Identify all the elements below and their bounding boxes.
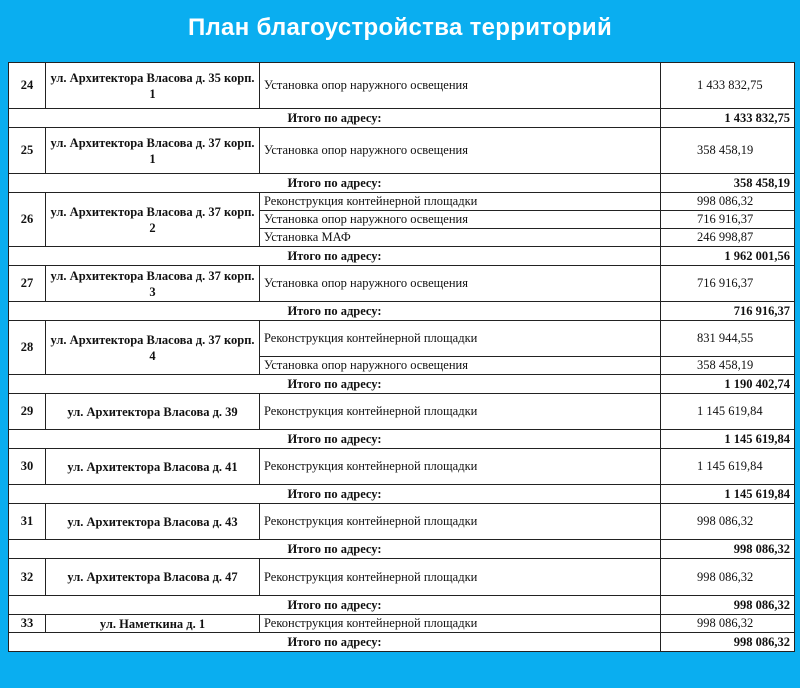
work-type-cell: Реконструкция контейнерной площадки (260, 394, 661, 430)
total-label: Итого по адресу: (9, 302, 661, 321)
address-total-row (9, 174, 795, 193)
total-label: Итого по адресу: (9, 375, 661, 394)
work-type-cell: Реконструкция контейнерной площадки (260, 193, 661, 211)
row-number: 27 (9, 266, 46, 302)
row-number: 30 (9, 449, 46, 485)
total-label: Итого по адресу: (9, 540, 661, 559)
address-total-row (9, 633, 795, 652)
address-cell: ул. Архитектора Власова д. 43 (46, 504, 260, 540)
total-amount: 716 916,37 (661, 302, 795, 321)
address-total-row (9, 247, 795, 266)
total-label: Итого по адресу: (9, 485, 661, 504)
work-type-cell: Установка опор наружного освещения (260, 266, 661, 302)
row-number: 29 (9, 394, 46, 430)
total-amount: 1 433 832,75 (661, 109, 795, 128)
total-amount: 998 086,32 (661, 633, 795, 652)
work-type-cell: Реконструкция контейнерной площадки (260, 559, 661, 596)
amount-cell: 716 916,37 (661, 211, 795, 229)
address-cell: ул. Архитектора Власова д. 37 корп. 4 (46, 321, 260, 375)
amount-cell: 246 998,87 (661, 229, 795, 247)
total-amount: 1 145 619,84 (661, 485, 795, 504)
table-row (9, 615, 795, 633)
total-amount: 1 190 402,74 (661, 375, 795, 394)
row-number: 32 (9, 559, 46, 596)
row-number: 24 (9, 63, 46, 109)
amount-cell: 831 944,55 (661, 321, 795, 357)
work-type-cell: Установка опор наружного освещения (260, 63, 661, 109)
total-label: Итого по адресу: (9, 247, 661, 266)
table-row (9, 193, 795, 211)
table-row (9, 128, 795, 174)
total-label: Итого по адресу: (9, 430, 661, 449)
address-total-row (9, 596, 795, 615)
row-number: 26 (9, 193, 46, 247)
amount-cell: 1 145 619,84 (661, 394, 795, 430)
address-cell: ул. Архитектора Власова д. 37 корп. 3 (46, 266, 260, 302)
address-cell: ул. Архитектора Власова д. 39 (46, 394, 260, 430)
table-row (9, 266, 795, 302)
work-type-cell: Реконструкция контейнерной площадки (260, 449, 661, 485)
table-row (9, 449, 795, 485)
amount-cell: 998 086,32 (661, 615, 795, 633)
address-cell: ул. Архитектора Власова д. 35 корп. 1 (46, 63, 260, 109)
total-amount: 998 086,32 (661, 540, 795, 559)
total-amount: 358 458,19 (661, 174, 795, 193)
address-cell: ул. Архитектора Власова д. 37 корп. 1 (46, 128, 260, 174)
address-total-row (9, 109, 795, 128)
amount-cell: 716 916,37 (661, 266, 795, 302)
work-type-cell: Установка МАФ (260, 229, 661, 247)
work-type-cell: Установка опор наружного освещения (260, 211, 661, 229)
address-total-row (9, 540, 795, 559)
row-number: 28 (9, 321, 46, 375)
table-row (9, 321, 795, 357)
table-row (9, 63, 795, 109)
address-cell: ул. Архитектора Власова д. 37 корп. 2 (46, 193, 260, 247)
total-label: Итого по адресу: (9, 633, 661, 652)
improvement-plan-table (8, 62, 794, 652)
work-type-cell: Реконструкция контейнерной площадки (260, 504, 661, 540)
amount-cell: 1 433 832,75 (661, 63, 795, 109)
table-row (9, 504, 795, 540)
work-type-cell: Реконструкция контейнерной площадки (260, 615, 661, 633)
address-cell: ул. Архитектора Власова д. 47 (46, 559, 260, 596)
total-label: Итого по адресу: (9, 596, 661, 615)
address-cell: ул. Архитектора Власова д. 41 (46, 449, 260, 485)
amount-cell: 998 086,32 (661, 559, 795, 596)
row-number: 33 (9, 615, 46, 633)
work-type-cell: Реконструкция контейнерной площадки (260, 321, 661, 357)
address-cell: ул. Наметкина д. 1 (46, 615, 260, 633)
amount-cell: 1 145 619,84 (661, 449, 795, 485)
table-row (9, 559, 795, 596)
page-title: План благоустройства территорий (187, 14, 613, 41)
amount-cell: 358 458,19 (661, 128, 795, 174)
address-total-row (9, 430, 795, 449)
work-type-cell: Установка опор наружного освещения (260, 357, 661, 375)
table-row (9, 394, 795, 430)
address-total-row (9, 302, 795, 321)
total-amount: 998 086,32 (661, 596, 795, 615)
amount-cell: 998 086,32 (661, 193, 795, 211)
address-total-row (9, 375, 795, 394)
amount-cell: 998 086,32 (661, 504, 795, 540)
address-total-row (9, 485, 795, 504)
row-number: 25 (9, 128, 46, 174)
total-label: Итого по адресу: (9, 174, 661, 193)
work-type-cell: Установка опор наружного освещения (260, 128, 661, 174)
total-amount: 1 962 001,56 (661, 247, 795, 266)
row-number: 31 (9, 504, 46, 540)
amount-cell: 358 458,19 (661, 357, 795, 375)
total-label: Итого по адресу: (9, 109, 661, 128)
total-amount: 1 145 619,84 (661, 430, 795, 449)
